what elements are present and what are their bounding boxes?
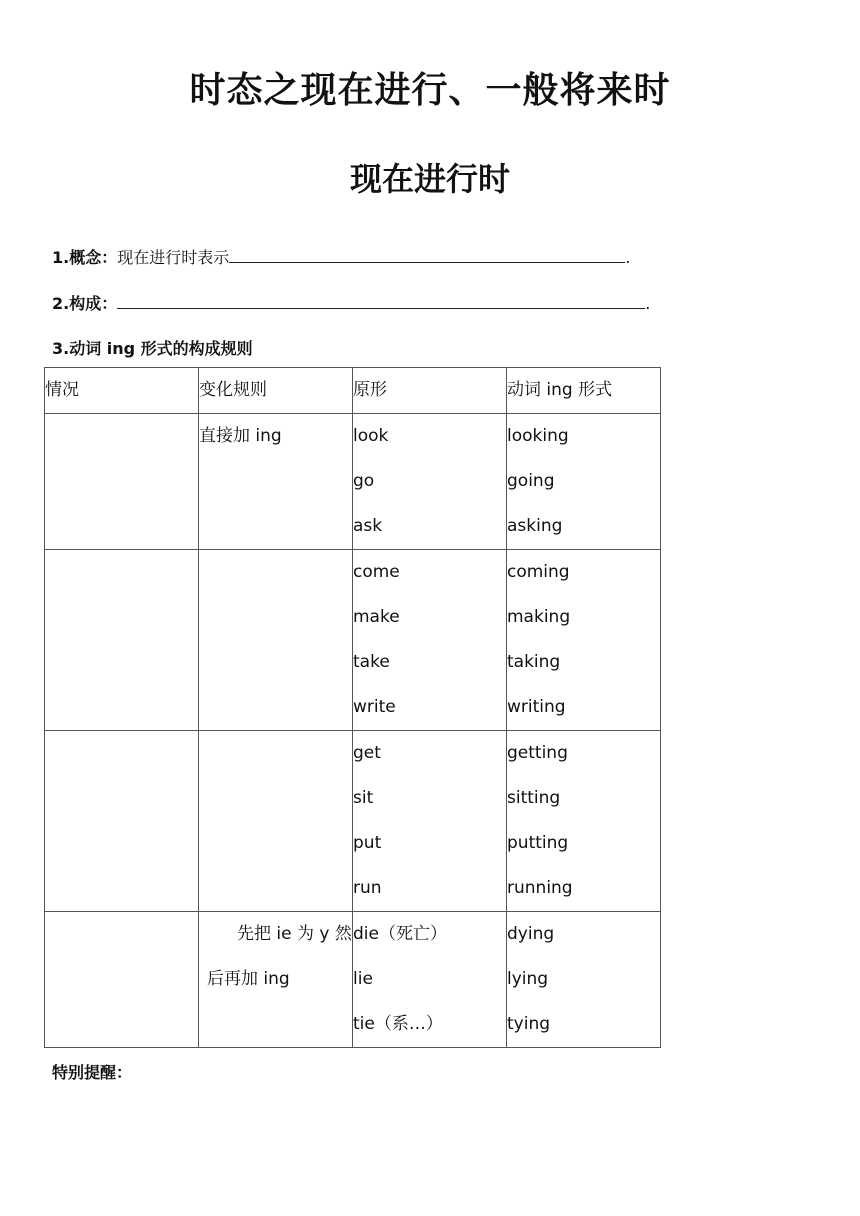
concept-blank[interactable] bbox=[229, 248, 625, 263]
ing-word: lying bbox=[507, 969, 549, 989]
ing-word: going bbox=[507, 471, 555, 491]
situation-cell[interactable] bbox=[45, 550, 199, 731]
situation-cell[interactable] bbox=[45, 731, 199, 912]
base-word: get bbox=[353, 743, 381, 763]
ing-word: sitting bbox=[507, 788, 561, 808]
table-row bbox=[45, 414, 661, 550]
table-header-row bbox=[45, 368, 661, 414]
structure-line bbox=[52, 291, 650, 314]
concept-label: 1.概念： bbox=[52, 248, 118, 267]
rule-cell bbox=[199, 912, 353, 1048]
base-cell bbox=[353, 550, 507, 731]
rule-line: 后再加 ing bbox=[207, 969, 290, 989]
document-title: 时态之现在进行、一般将来时 bbox=[189, 70, 671, 111]
structure-label: 2.构成： bbox=[52, 294, 118, 313]
base-word: go bbox=[353, 471, 375, 491]
ing-word: getting bbox=[507, 743, 568, 763]
header-situation: 情况 bbox=[45, 368, 199, 414]
ing-rules-table bbox=[44, 367, 661, 1048]
table-row bbox=[45, 912, 661, 1048]
base-word: ask bbox=[353, 516, 383, 536]
header-rule: 变化规则 bbox=[199, 368, 353, 414]
ing-word: asking bbox=[507, 516, 563, 536]
table-row bbox=[45, 550, 661, 731]
structure-blank[interactable] bbox=[117, 294, 645, 309]
ing-cell bbox=[507, 414, 661, 550]
ing-word: taking bbox=[507, 652, 561, 672]
base-word: sit bbox=[353, 788, 374, 808]
base-word: lie bbox=[353, 969, 373, 989]
base-word: tie（系…） bbox=[353, 1014, 443, 1034]
rules-heading bbox=[52, 336, 253, 359]
ing-word: coming bbox=[507, 562, 570, 582]
rule-cell: 直接加 ing bbox=[199, 414, 353, 550]
base-cell bbox=[353, 912, 507, 1048]
special-reminder-label: 特别提醒： bbox=[52, 1063, 133, 1082]
structure-end: . bbox=[645, 294, 651, 313]
base-cell bbox=[353, 731, 507, 912]
ing-word: tying bbox=[507, 1014, 551, 1034]
base-word: run bbox=[353, 878, 382, 898]
concept-end: . bbox=[625, 248, 631, 267]
concept-line bbox=[52, 245, 630, 268]
ing-word: looking bbox=[507, 426, 569, 446]
base-cell bbox=[353, 414, 507, 550]
ing-cell bbox=[507, 912, 661, 1048]
situation-cell[interactable] bbox=[45, 912, 199, 1048]
ing-word: making bbox=[507, 607, 571, 627]
ing-cell bbox=[507, 550, 661, 731]
header-base: 原形 bbox=[353, 368, 507, 414]
base-word: make bbox=[353, 607, 400, 627]
base-word: die（死亡） bbox=[353, 924, 447, 944]
base-word: look bbox=[353, 426, 389, 446]
ing-word: writing bbox=[507, 697, 566, 717]
base-word: put bbox=[353, 833, 382, 853]
section-title: 现在进行时 bbox=[349, 160, 510, 198]
rule-cell[interactable] bbox=[199, 731, 353, 912]
table-row bbox=[45, 731, 661, 912]
concept-text: 现在进行时表示 bbox=[117, 248, 230, 267]
situation-cell[interactable] bbox=[45, 414, 199, 550]
base-word: write bbox=[353, 697, 396, 717]
ing-word: putting bbox=[507, 833, 569, 853]
header-ing: 动词 ing 形式 bbox=[507, 368, 661, 414]
ing-word: running bbox=[507, 878, 573, 898]
base-word: come bbox=[353, 562, 400, 582]
ing-word: dying bbox=[507, 924, 555, 944]
base-word: take bbox=[353, 652, 390, 672]
rule-line: 先把 ie 为 y 然 bbox=[237, 924, 352, 944]
ing-cell bbox=[507, 731, 661, 912]
rules-heading-label: 3.动词 ing 形式的构成规则 bbox=[52, 339, 253, 358]
rule-cell[interactable] bbox=[199, 550, 353, 731]
